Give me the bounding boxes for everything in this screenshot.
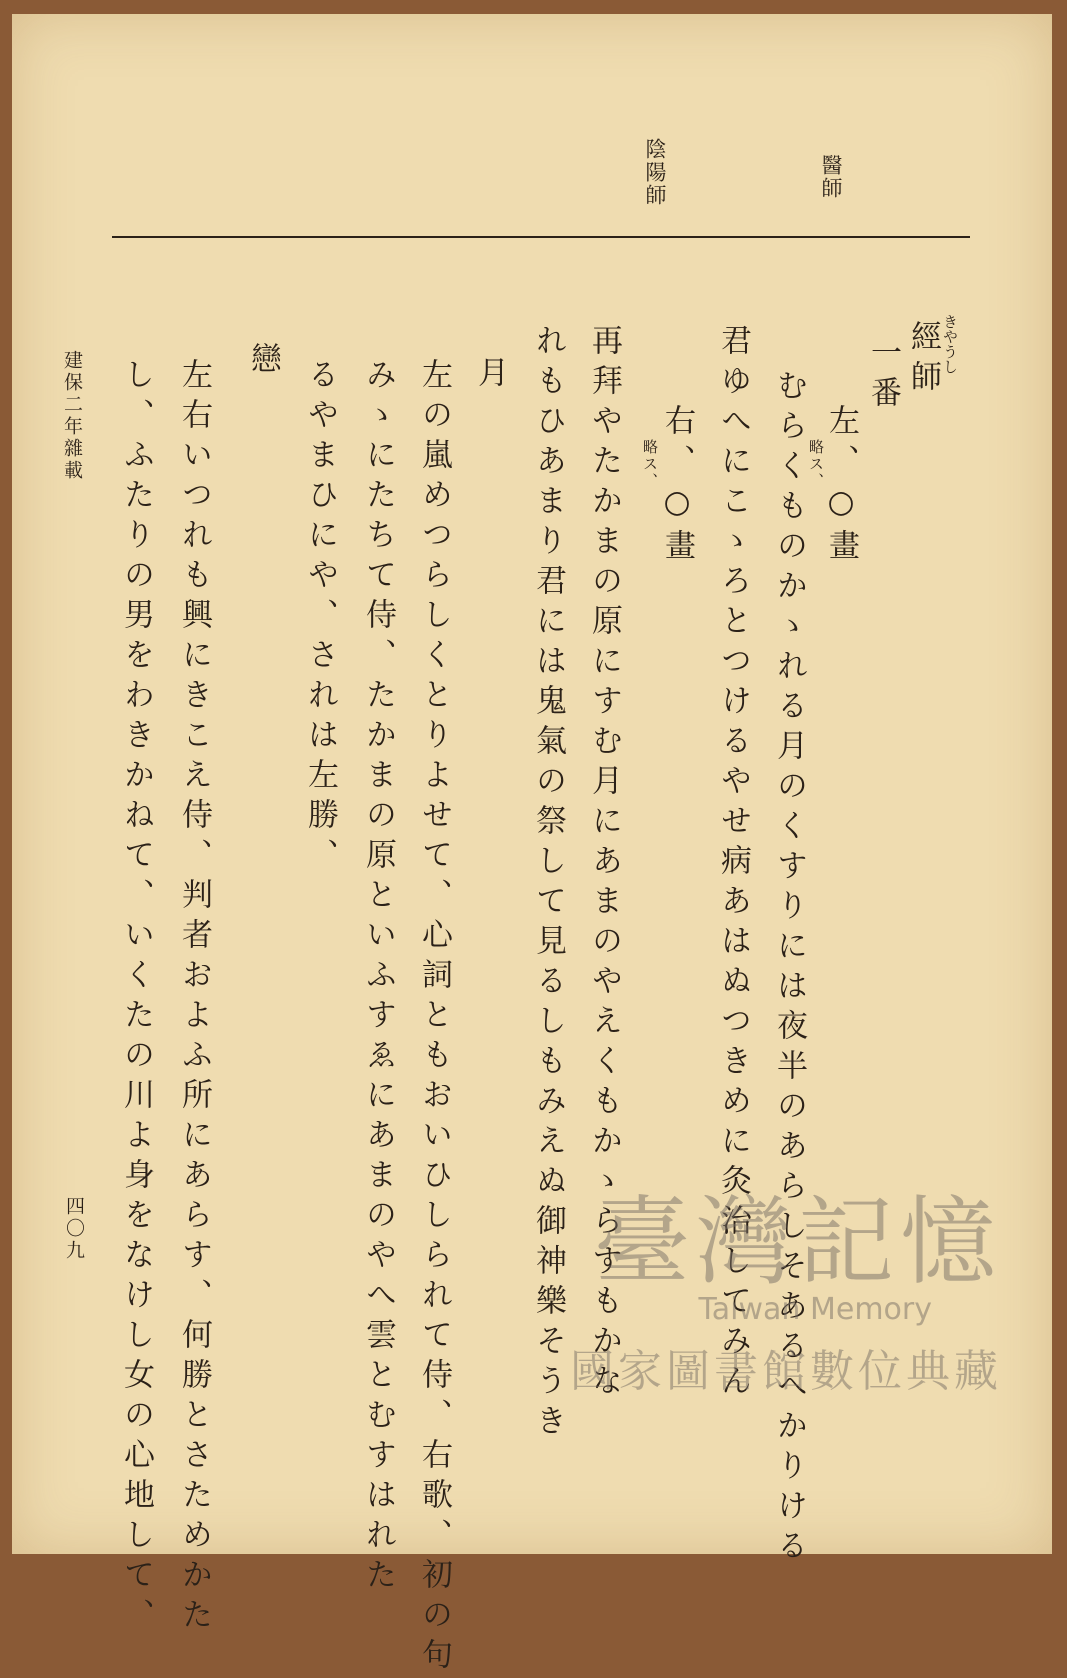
topic-love: 戀 — [245, 342, 281, 382]
poem-left: むらくものかゝれる月のくすりには夜半のあらしそあるへかりける — [771, 369, 807, 1569]
page-number: 四〇九 — [63, 1196, 85, 1262]
right-entry-label: 右、○畫 — [659, 404, 695, 569]
header-rule — [112, 236, 970, 238]
topic-moon: 月 — [472, 356, 508, 396]
love-line-1: 左右いつれも興にきこえ侍、判者およふ所にあらす、何勝とさためかた — [176, 358, 212, 1638]
header-role-ishi: 醫師 — [819, 154, 843, 200]
watermark-chinese: 國家圖書館數位典藏 — [570, 1346, 1002, 1397]
ruby-kyoshi: きやうし — [941, 314, 959, 374]
header-role-onmyoji: 陰陽師 — [643, 138, 667, 207]
poem-right: 再拜やたかまの原にすむ月にあまのやえくもかゝらすもかな — [586, 324, 622, 1404]
poem-right-reply: れもひあまり君には鬼氣の祭して見るしもみえぬ御神樂そうき — [530, 324, 566, 1444]
left-entry-note: 略ス、 — [807, 439, 825, 490]
watermark-script: 臺灣記憶 — [594, 1186, 1002, 1298]
section-title-kyoshi: 經師 — [905, 320, 941, 400]
watermark — [482, 1186, 1002, 1399]
round-label: 一番 — [865, 336, 901, 416]
left-entry-label: 左、○畫 — [823, 404, 859, 569]
poem-left-reply: 君ゆへにこゝろとつけるやせ病あはぬつきめに灸治してみん — [715, 324, 751, 1404]
judgment-line-1: 左の嵐めつらしくとりよせて、心詞ともおいひしられて侍、右歌、初の句 — [416, 358, 452, 1678]
judgment-line-2: みゝにたちて侍、たかまの原といふすゑにあまのやへ雲とむすはれた — [360, 358, 396, 1598]
love-line-2: し、ふたりの男をわきかねて、いくたの川よ身をなけし女の心地して、 — [118, 358, 154, 1638]
document-page — [12, 14, 1052, 1678]
right-entry-note: 略ス、 — [641, 439, 659, 490]
source-title: 建保二年雜載 — [61, 350, 83, 482]
watermark-latin: Taiwan Memory — [698, 1292, 932, 1327]
judgment-line-3: るやまひにや、されは左勝、 — [302, 358, 338, 878]
